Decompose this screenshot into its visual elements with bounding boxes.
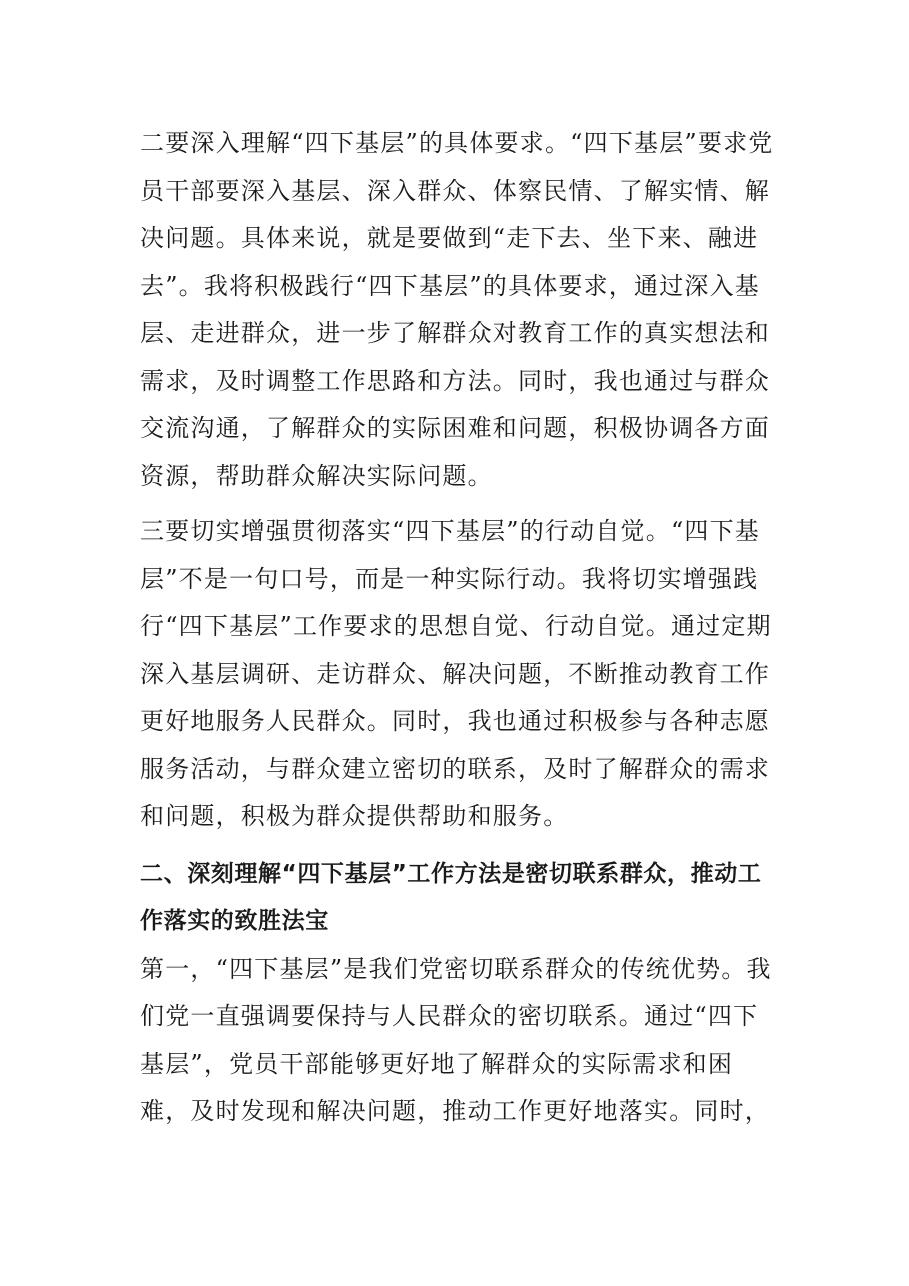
paragraph-traditional-advantage: 第一，“四下基层”是我们党密切联系群众的传统优势。我们党一直强调要保持与人民群众的密切联系。通过“四下基层”，党员干部能够更好地了解群众的实际需求和困难，及时发现和解决问题，推动工作更好地落实。同时， <box>140 954 772 1125</box>
document-body <box>140 120 780 1136</box>
paragraph-requirements: 二要深入理解“四下基层”的具体要求。“四下基层”要求党员干部要深入基层、深入群众、体察民情、了解实情、解决问题。具体来说，就是要做到“走下去、坐下来、融进去”。我将积极践行“四下基层”的具体要求，通过深入基层、走进群众，进一步了解群众对教育工作的真实想法和需求，及时调整工作思路和方法。同时，我也通过与群众交流沟通，了解群众的实际困难和问题，积极协调各方面资源，帮助群众解决实际问题。 <box>140 129 774 490</box>
paragraph-action-awareness: 三要切实增强贯彻落实“四下基层”的行动自觉。“四下基层”不是一句口号，而是一种实际行动。我将切实增强践行“四下基层”工作要求的思想自觉、行动自觉。通过定期深入基层调研、走访群众、解决问题，不断推动教育工作更好地服务人民群众。同时，我也通过积极参与各种志愿服务活动，与群众建立密切的联系，及时了解群众的需求和问题，积极为群众提供帮助和服务。 <box>140 517 772 830</box>
section-heading: 二、深刻理解“四下基层”工作方法是密切联系群众，推动工作落实的致胜法宝 <box>140 860 762 934</box>
